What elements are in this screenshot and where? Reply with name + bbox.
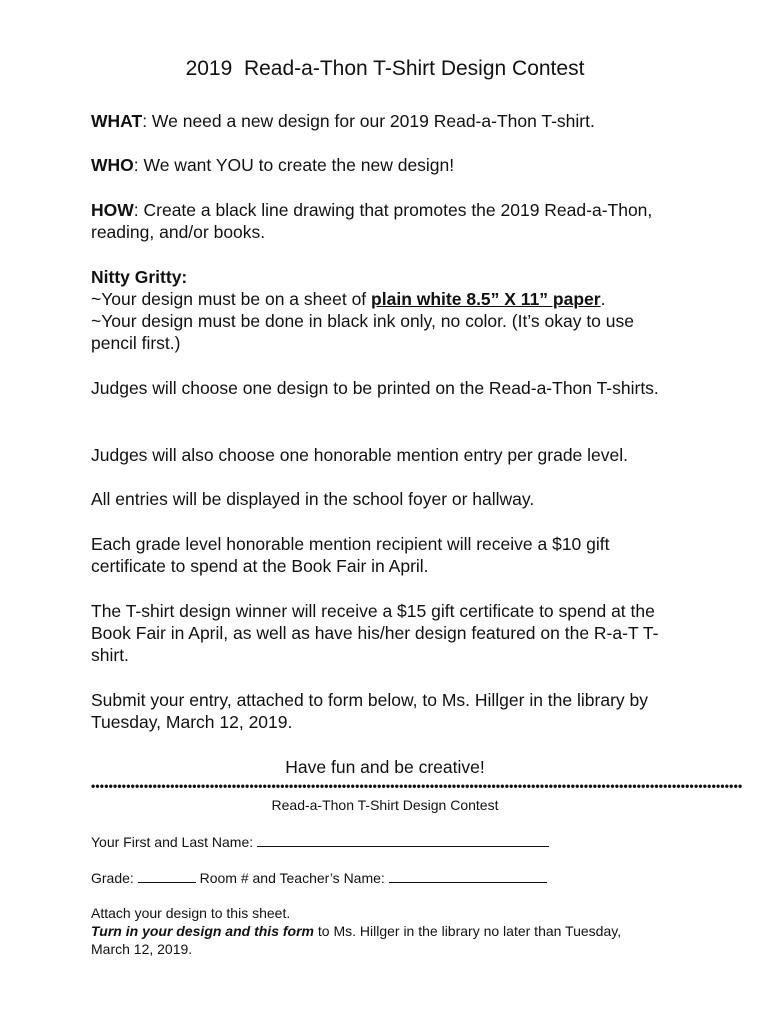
honorable-mention-paragraph: Judges will also choose one honorable mention entry per grade level. (91, 445, 628, 465)
turn-in-emphasis: Turn in your design and this form (91, 923, 314, 939)
paper-requirement: plain white 8.5” X 11” paper (371, 289, 601, 309)
how-label: HOW (91, 200, 134, 220)
winner-paragraph: The T-shirt design winner will receive a $15 gift certificate to spend at the Book Fair in April, as well as have his/her design featured on the R-a-T T-shirt. (91, 601, 659, 665)
nitty-gritty-line1-prefix: ~Your design must be on a sheet of (91, 289, 372, 309)
nitty-gritty-heading: Nitty Gritty: (91, 267, 188, 287)
have-fun-text: Have fun and be creative! (285, 757, 485, 777)
page-title: 2019 Read-a-Thon T-Shirt Design Contest (185, 57, 585, 80)
name-row (91, 832, 549, 851)
judges-paragraph: Judges will choose one design to be printed on the Read-a-Thon T-shirts. (91, 378, 659, 398)
cut-line-separator: •••••••••••••••••••••••••••••••••••••••••••••••••••••••••••••••••••••••••••••••••••••••••••••••••••••••••••••••••••••••••••••••••••••••••••••••••••• (91, 779, 743, 793)
grade-row (91, 868, 547, 887)
who-label: WHO (91, 155, 134, 175)
submit-paragraph: Submit your entry, attached to form below, to Ms. Hillger in the library by Tuesday, March 12, 2019. (91, 690, 648, 732)
name-label: Your First and Last Name: (91, 834, 254, 850)
attach-instruction: Attach your design to this sheet. (91, 905, 291, 921)
who-paragraph (91, 154, 681, 176)
nitty-gritty-section (91, 266, 681, 354)
room-label: Room # and Teacher’s Name: (199, 870, 385, 886)
how-text: : Create a black line drawing that promotes the 2019 Read-a-Thon, reading, and/or books. (91, 200, 653, 242)
what-text: : We need a new design for our 2019 Read-a-Thon T-shirt. (142, 111, 595, 131)
gift-certificate-paragraph: Each grade level honorable mention recipient will receive a $10 gift certificate to spend at the Book Fair in April. (91, 534, 610, 576)
how-paragraph (91, 199, 681, 243)
grade-blank[interactable] (138, 868, 196, 883)
nitty-gritty-line1-suffix: . (600, 289, 606, 309)
what-label: WHAT (91, 111, 143, 131)
who-text: : We want YOU to create the new design! (133, 155, 455, 175)
grade-label: Grade: (91, 870, 134, 886)
what-paragraph (91, 110, 681, 132)
turn-in-rest: to Ms. Hillger in the library no later than Tuesday, March 12, 2019. (91, 923, 622, 957)
room-teacher-blank[interactable] (389, 868, 547, 883)
instructions (91, 904, 631, 958)
nitty-gritty-line2: ~Your design must be done in black ink only, no color. (It’s okay to use pencil first.) (91, 311, 634, 353)
display-paragraph: All entries will be displayed in the school foyer or hallway. (91, 489, 535, 509)
name-blank[interactable] (257, 832, 549, 847)
form-title: Read-a-Thon T-Shirt Design Contest (271, 797, 499, 813)
